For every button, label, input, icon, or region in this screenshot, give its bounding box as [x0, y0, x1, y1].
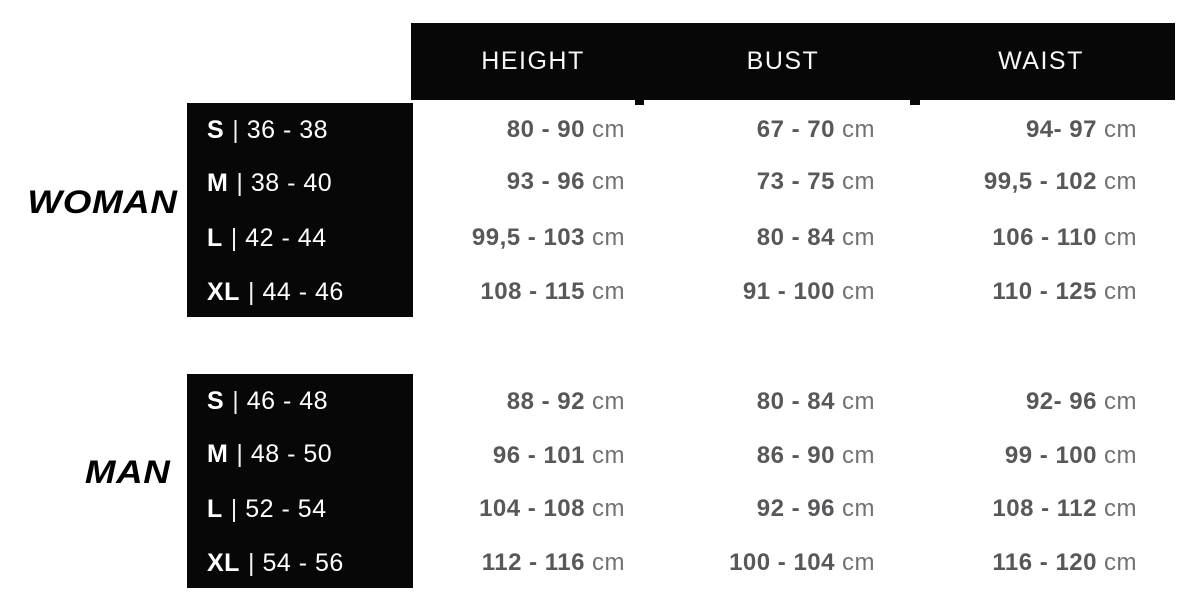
value-man-xl-bust	[729, 546, 875, 580]
value-woman-s-waist	[1026, 113, 1137, 147]
value-range: 96 - 101	[492, 442, 585, 469]
size-range: 52 - 54	[245, 495, 327, 523]
unit-label: cm	[592, 168, 625, 195]
size-code: S	[207, 387, 225, 415]
size-code: M	[207, 440, 229, 468]
value-woman-m-height	[507, 165, 625, 199]
size-code: XL	[207, 278, 240, 306]
size-row	[207, 546, 344, 580]
value-woman-xl-bust	[743, 275, 875, 309]
unit-label: cm	[842, 168, 875, 195]
value-woman-l-waist	[992, 221, 1137, 255]
size-row	[207, 113, 328, 147]
value-range: 100 - 104	[729, 549, 835, 576]
size-box-woman	[187, 103, 413, 317]
value-range: 112 - 116	[481, 549, 585, 576]
value-range: 99 - 100	[1004, 442, 1097, 469]
column-header-waist: WAIST	[998, 47, 1084, 75]
size-separator: |	[247, 549, 255, 577]
unit-label: cm	[842, 495, 875, 522]
unit-label: cm	[1104, 388, 1137, 415]
value-man-s-waist	[1026, 385, 1137, 419]
value-range: 104 - 108	[479, 495, 585, 522]
size-code: L	[207, 224, 223, 252]
column-header-bust: BUST	[746, 47, 820, 75]
value-range: 80 - 84	[756, 224, 835, 251]
value-woman-l-bust	[757, 221, 875, 255]
size-row	[207, 275, 344, 309]
size-separator: |	[230, 224, 238, 252]
unit-label: cm	[592, 224, 625, 251]
unit-label: cm	[842, 224, 875, 251]
value-woman-l-height	[472, 221, 625, 255]
value-range: 108 - 112	[992, 495, 1097, 522]
size-code: XL	[207, 549, 240, 577]
unit-label: cm	[1104, 495, 1137, 522]
value-range: 80 - 90	[506, 116, 585, 143]
size-range: 42 - 44	[245, 224, 327, 252]
value-man-l-bust	[757, 492, 875, 526]
unit-label: cm	[842, 388, 875, 415]
value-man-m-bust	[757, 439, 875, 473]
size-separator: |	[247, 278, 255, 306]
unit-label: cm	[592, 549, 625, 576]
value-range: 106 - 110	[992, 224, 1097, 251]
size-code: L	[207, 495, 223, 523]
unit-label: cm	[842, 278, 875, 305]
unit-label: cm	[592, 495, 625, 522]
unit-label: cm	[1104, 116, 1137, 143]
size-range: 38 - 40	[250, 169, 333, 197]
unit-label: cm	[1104, 549, 1137, 576]
column-header-bar	[411, 23, 1175, 100]
column-header-height: HEIGHT	[481, 47, 585, 75]
size-range: 36 - 38	[246, 116, 329, 144]
header-notch	[635, 100, 644, 105]
value-man-m-waist	[1005, 439, 1137, 473]
size-separator: |	[230, 495, 238, 523]
value-range: 88 - 92	[506, 388, 585, 415]
unit-label: cm	[842, 549, 875, 576]
value-woman-s-bust	[757, 113, 875, 147]
size-range: 48 - 50	[250, 440, 333, 468]
size-row	[207, 166, 332, 200]
size-separator: |	[236, 169, 243, 197]
value-range: 73 - 75	[756, 168, 835, 195]
header-notch	[910, 100, 920, 105]
unit-label: cm	[1104, 168, 1137, 195]
value-woman-m-bust	[757, 165, 875, 199]
value-man-xl-height	[482, 546, 625, 580]
unit-label: cm	[592, 442, 625, 469]
value-range: 94- 97	[1025, 116, 1097, 143]
size-range: 54 - 56	[262, 549, 344, 577]
size-range: 44 - 46	[262, 278, 344, 306]
value-woman-s-height	[507, 113, 625, 147]
value-range: 92- 96	[1025, 388, 1097, 415]
size-code: S	[207, 116, 225, 144]
size-row	[207, 384, 328, 418]
value-range: 92 - 96	[756, 495, 835, 522]
value-man-m-height	[493, 439, 625, 473]
unit-label: cm	[842, 116, 875, 143]
value-man-s-bust	[757, 385, 875, 419]
unit-label: cm	[1104, 224, 1137, 251]
value-range: 67 - 70	[756, 116, 835, 143]
unit-label: cm	[592, 116, 625, 143]
value-range: 80 - 84	[756, 388, 835, 415]
value-range: 99,5 - 103	[471, 224, 585, 251]
size-row	[207, 492, 327, 526]
value-range: 99,5 - 102	[983, 168, 1097, 195]
value-range: 86 - 90	[756, 442, 835, 469]
value-man-xl-waist	[992, 546, 1137, 580]
size-row	[207, 437, 332, 471]
unit-label: cm	[1104, 442, 1137, 469]
size-code: M	[207, 169, 229, 197]
value-range: 91 - 100	[742, 278, 835, 305]
section-label-woman: WOMAN	[26, 184, 177, 220]
value-range: 93 - 96	[506, 168, 585, 195]
size-row	[207, 221, 327, 255]
value-man-l-height	[479, 492, 625, 526]
value-range: 116 - 120	[992, 549, 1097, 576]
value-woman-xl-waist	[992, 275, 1137, 309]
unit-label: cm	[1104, 278, 1137, 305]
unit-label: cm	[842, 442, 875, 469]
size-separator: |	[236, 440, 243, 468]
size-range: 46 - 48	[246, 387, 329, 415]
size-separator: |	[232, 116, 239, 144]
value-range: 110 - 125	[992, 278, 1097, 305]
unit-label: cm	[592, 388, 625, 415]
unit-label: cm	[592, 278, 625, 305]
size-separator: |	[232, 387, 239, 415]
section-label-man: MAN	[84, 454, 170, 490]
value-man-l-waist	[992, 492, 1137, 526]
size-box-man	[187, 374, 413, 588]
value-range: 108 - 115	[480, 278, 585, 305]
value-man-s-height	[507, 385, 625, 419]
value-woman-xl-height	[480, 275, 625, 309]
value-woman-m-waist	[984, 165, 1137, 199]
